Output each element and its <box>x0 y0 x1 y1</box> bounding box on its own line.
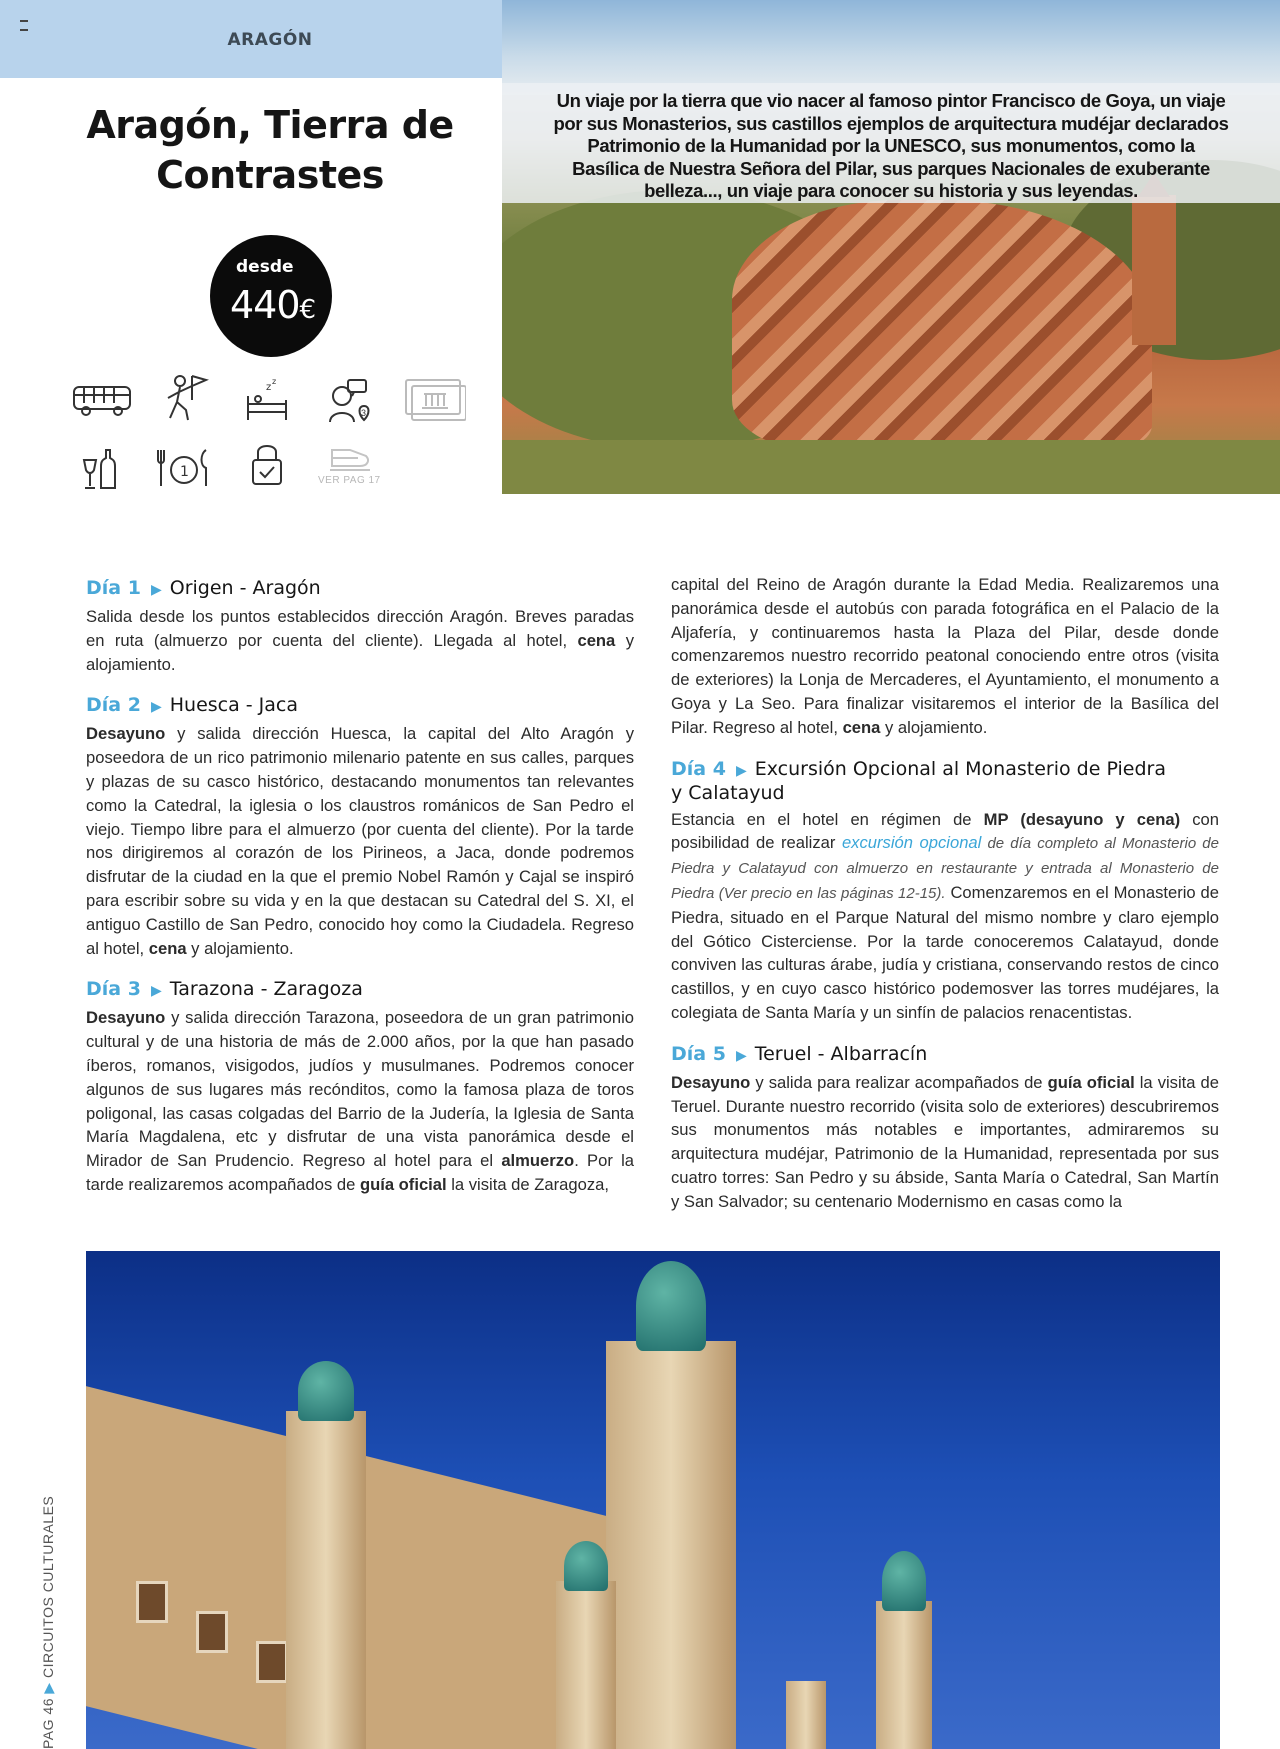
day-3-text: Desayuno y salida dirección Tarazona, poseedora de un gran patrimonio cultural y de una historia de más de 2.000 años, por la que han pasado íberos, romanos, visigodos, judíos y musulmanes. Podremos conocer algunos de sus lugares más recónditos, como la famosa plaza de toros poligonal, las casas colgadas del Barrio de la Judería, la Iglesia de Santa María Magdalena, etc y disfrutar de una vista panorámica desde el Mirador de San Prudencio. Regreso al hotel para el almuerzo. Por la tarde realizaremos acompañados de guía oficial la visita de Zaragoza, <box>86 1008 634 1194</box>
day-2 <box>86 694 634 960</box>
drinks-icon <box>82 448 118 490</box>
svg-text:z: z <box>272 378 277 386</box>
section-label: ARAGÓN <box>227 30 313 50</box>
svg-text:3: 3 <box>361 408 367 418</box>
price-currency: € <box>299 295 316 325</box>
local-guide-icon <box>326 378 376 424</box>
basilica-del-pilar-photo <box>86 1251 1220 1749</box>
svg-text:z: z <box>266 382 272 393</box>
bus-icon <box>72 383 132 419</box>
chevron-right-icon: ▶ <box>150 983 162 1000</box>
day-3-continued <box>671 573 1219 740</box>
title-line-2: Contrastes <box>156 153 384 197</box>
day-5 <box>671 1043 1219 1214</box>
day-4 <box>671 758 1219 1025</box>
day-3-heading: Día 3 ▶ Tarazona - Zaragoza <box>86 978 363 1001</box>
chevron-right-icon: ▶ <box>150 582 162 598</box>
day-3 <box>86 978 634 1196</box>
insurance-icon <box>250 442 284 486</box>
day-1-heading: Día 1 ▶ Origen - Aragón <box>86 577 321 599</box>
guide-icon <box>162 374 212 422</box>
chevron-right-icon: ▶ <box>735 762 747 779</box>
price-amount: 440€ <box>230 283 316 327</box>
itinerary-right-column <box>671 573 1219 1232</box>
itinerary-left-column <box>86 577 634 1215</box>
day-3-text-continued: capital del Reino de Aragón durante la Edad Media. Realizaremos una panorámica desde el autobús con parada fotográfica en el Palacio de la Aljafería, y continuaremos hasta la Plaza del Pilar, desde donde comenzaremos nuestro recorrido peatonal conociendo entre otros (visita de exteriores) la Lonja de Mercaderes, el Ayuntamiento, el monumento a Goya y La Seo. Para finalizar visitaremos el interior de la Basílica del Pilar. Regreso al hotel, cena y alojamiento. <box>671 575 1219 737</box>
tickets-icon <box>404 376 466 422</box>
page-title <box>50 100 490 200</box>
hotel-bed-icon <box>244 378 290 422</box>
triangle-icon: ▶ <box>40 1682 56 1694</box>
price-from-label: desde <box>236 257 294 277</box>
price-badge <box>210 235 332 357</box>
page-footer-label <box>40 1496 57 1749</box>
day-4-text: Estancia en el hotel en régimen de MP (desayuno y cena) con posibilidad de realizar excursión opcional de día completo al Monasterio de Piedra y Calatayud con almuerzo en restaurante y entrada al Monasterio de Piedra (Ver precio en las páginas 12-15). Comenzaremos en el Monasterio de Piedra, situado en el Parque Natural del mismo nombre y claro ejemplo del Gótico Cisterciense. Por la tarde conoceremos Calatayud, donde conviven las culturas árabe, judía y cristiana, conservando restos de cinco castillos, y en cuyo casco histórico podemosver las torres mudéjares, la colegiata de Santa María y un sinfín de palacios renacentistas. <box>671 809 1219 1022</box>
train-icon <box>330 446 372 472</box>
day-1-text: Salida desde los puntos establecidos dirección Aragón. Breves paradas en ruta (almuerzo por cuenta del cliente). Llegada al hotel, cena y alojamiento. <box>86 607 634 674</box>
day-1 <box>86 577 634 676</box>
meals-icon <box>154 446 214 490</box>
day-5-text: Desayuno y salida para realizar acompañados de guía oficial la visita de Teruel. Durante nuestro recorrido (visita solo de exteriores) descubriremos sus monumentos más notables e importantes, admiraremos su arquitectura mudéjar, Patrimonio de la Humanidad, representada por sus cuatro torres: San Pedro y su ábside, Santa María o Catedral, San Martín y San Salvador; su centenario Modernismo en casas como la <box>671 1072 1220 1211</box>
day-4-heading: Día 4 ▶ Excursión Opcional al Monasterio de Piedra y Calatayud <box>671 757 1166 804</box>
train-page-note: VER PAG 17 <box>318 475 381 486</box>
optional-excursion-link[interactable]: excursión opcional <box>841 833 982 853</box>
page-number: PAG 46 <box>40 1698 56 1749</box>
title-line-1: Aragón, Tierra de <box>86 103 454 147</box>
chevron-right-icon: ▶ <box>735 1047 747 1064</box>
day-2-text: Desayuno y salida dirección Huesca, la capital del Alto Aragón y poseedora de un rico patrimonio milenario patente en sus calles, parques y plazas de su casco histórico, destacando monumentos tan relevantes como la Catedral, la iglesia o los claustros románicos de San Pedro el viejo. Tiempo libre para el almuerzo (por cuenta del cliente). Por la tarde nos dirigiremos al corazón de los Pirineos, a Jaca, donde podremos disfrutar de la ciudad en la que el premio Nobel Ramón y Cajal se inspiró para escribir sobre su vida y en la que destacan su Catedral del S. XI, el antiguo Castillo de San Pedro, conocido hoy como la Ciudadela. Regreso al hotel, cena y alojamiento. <box>86 724 634 958</box>
chevron-right-icon: ▶ <box>150 699 162 716</box>
day-5-heading: Día 5 ▶ Teruel - Albarracín <box>671 1042 928 1065</box>
section-name: CIRCUITOS CULTURALES <box>40 1495 56 1678</box>
hero-caption-box <box>502 83 1280 203</box>
hero-image-albarracin <box>502 0 1280 494</box>
svg-text:1: 1 <box>180 464 189 480</box>
day-2-heading: Día 2 ▶ Huesca - Jaca <box>86 694 299 717</box>
hero-caption: Un viaje por la tierra que vio nacer al famoso pintor Francisco de Goya, un viaje por sus Monasterios, sus castillos ejemplos de arquitectura mudéjar declarados Patrimonio de la Humanidad por la UNESCO, sus monumentos, como la Basílica de Nuestra Señora del Pilar, sus parques Nacionales de exuberante belleza..., un viaje para conocer su historia y sus leyendas. <box>553 90 1229 201</box>
